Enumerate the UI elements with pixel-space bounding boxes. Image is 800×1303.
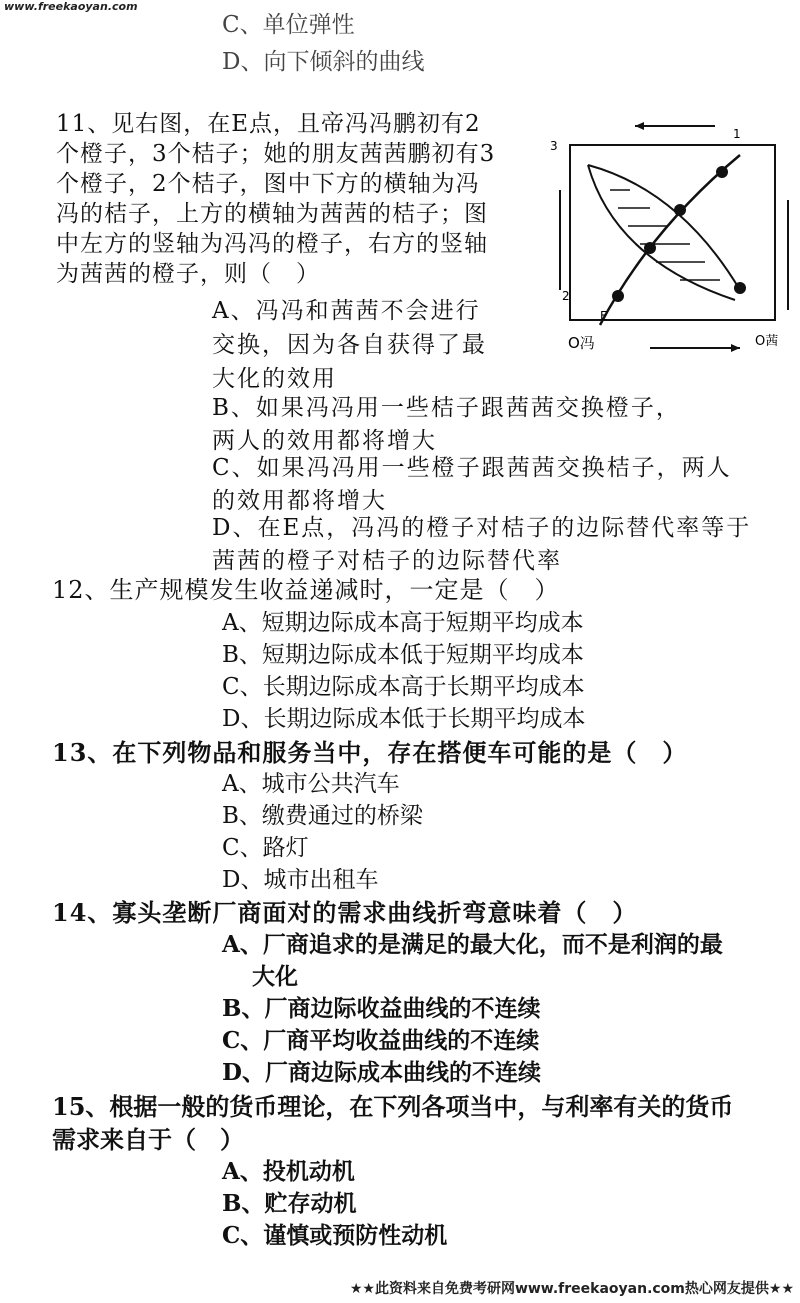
q11-option-b: B、如果冯冯用一些桔子跟茜茜交换橙子，两人的效用都将增大	[212, 395, 681, 454]
q15-stem-line1: 15、根据一般的货币理论，在下列各项当中，与利率有关的货币	[52, 1092, 734, 1121]
label-1: 1	[733, 127, 741, 141]
label-o-qian: O茜	[755, 334, 779, 349]
q14-stem: 14、寡头垄断厂商面对的需求曲线折弯意味着（ ）	[52, 898, 638, 927]
label-e: E	[600, 309, 608, 323]
label-2: 2	[562, 289, 570, 303]
label-o-feng: O冯	[568, 334, 595, 352]
q13-option-a: A、城市公共汽车	[222, 771, 400, 797]
watermark-top: www.freekaoyan.com	[4, 0, 138, 13]
q15-option-b: B、贮存动机	[222, 1190, 357, 1217]
q11-edgeworth-box-figure	[540, 120, 790, 360]
q12-option-b: B、短期边际成本低于短期平均成本	[222, 642, 584, 668]
q14-option-a-cont: 大化	[252, 963, 298, 990]
q14-option-a: A、厂商追求的是满足的最大化，而不是利润的最	[222, 931, 723, 958]
q12-option-c: C、长期边际成本高于长期平均成本	[222, 674, 585, 700]
q13-option-d: D、城市出租车	[222, 867, 379, 893]
q12-option-a: A、短期边际成本高于短期平均成本	[222, 610, 584, 636]
q11-option-a: A、冯冯和茜茜不会进行交换，因为各自获得了最大化的效用	[212, 298, 487, 392]
q15-option-c: C、谨慎或预防性动机	[222, 1222, 448, 1249]
q12-option-d: D、长期边际成本低于长期平均成本	[222, 706, 586, 732]
label-3: 3	[550, 139, 558, 153]
indifference-curve-upper	[588, 165, 740, 290]
prev-option-c: C、单位弹性	[222, 12, 355, 38]
q13-option-b: B、缴费通过的桥梁	[222, 803, 423, 829]
q15-stem-line2: 需求来自于（ ）	[52, 1125, 244, 1154]
q14-option-c: C、厂商平均收益曲线的不连续	[222, 1027, 540, 1054]
q12-stem: 12、生产规模发生收益递减时，一定是（ ）	[52, 576, 560, 604]
prev-option-d: D、向下倾斜的曲线	[222, 49, 425, 75]
box-frame	[570, 145, 775, 320]
q15-option-a: A、投机动机	[222, 1158, 355, 1185]
q14-option-b: B、厂商边际收益曲线的不连续	[222, 995, 541, 1022]
q14-option-d: D、厂商边际成本曲线的不连续	[222, 1059, 541, 1086]
footer-watermark: ★★此资料来自免费考研网www.freekaoyan.com热心网友提供★★	[349, 1281, 794, 1297]
q11-option-c: C、如果冯冯用一些橙子跟茜茜交换桔子，两人的效用都将增大	[212, 455, 732, 514]
q11-option-d: D、在E点，冯冯的橙子对桔子的边际替代率等于茜茜的橙子对桔子的边际替代率	[212, 515, 752, 574]
q13-stem: 13、在下列物品和服务当中，存在搭便车可能的是（ ）	[52, 738, 688, 767]
q11-stem: 11、见右图，在E点，且帝冯冯鹏初有2个橙子，3个桔子；她的朋友茜茜鹏初有3个橙子，2个桔子，图中下方的横轴为冯冯的桔子，上方的横轴为茜茜的桔子；图中左方的竖轴为冯冯的橙子，右方的竖轴为茜茜的橙子，则（ ）	[56, 111, 496, 287]
q13-option-c: C、路灯	[222, 835, 309, 861]
